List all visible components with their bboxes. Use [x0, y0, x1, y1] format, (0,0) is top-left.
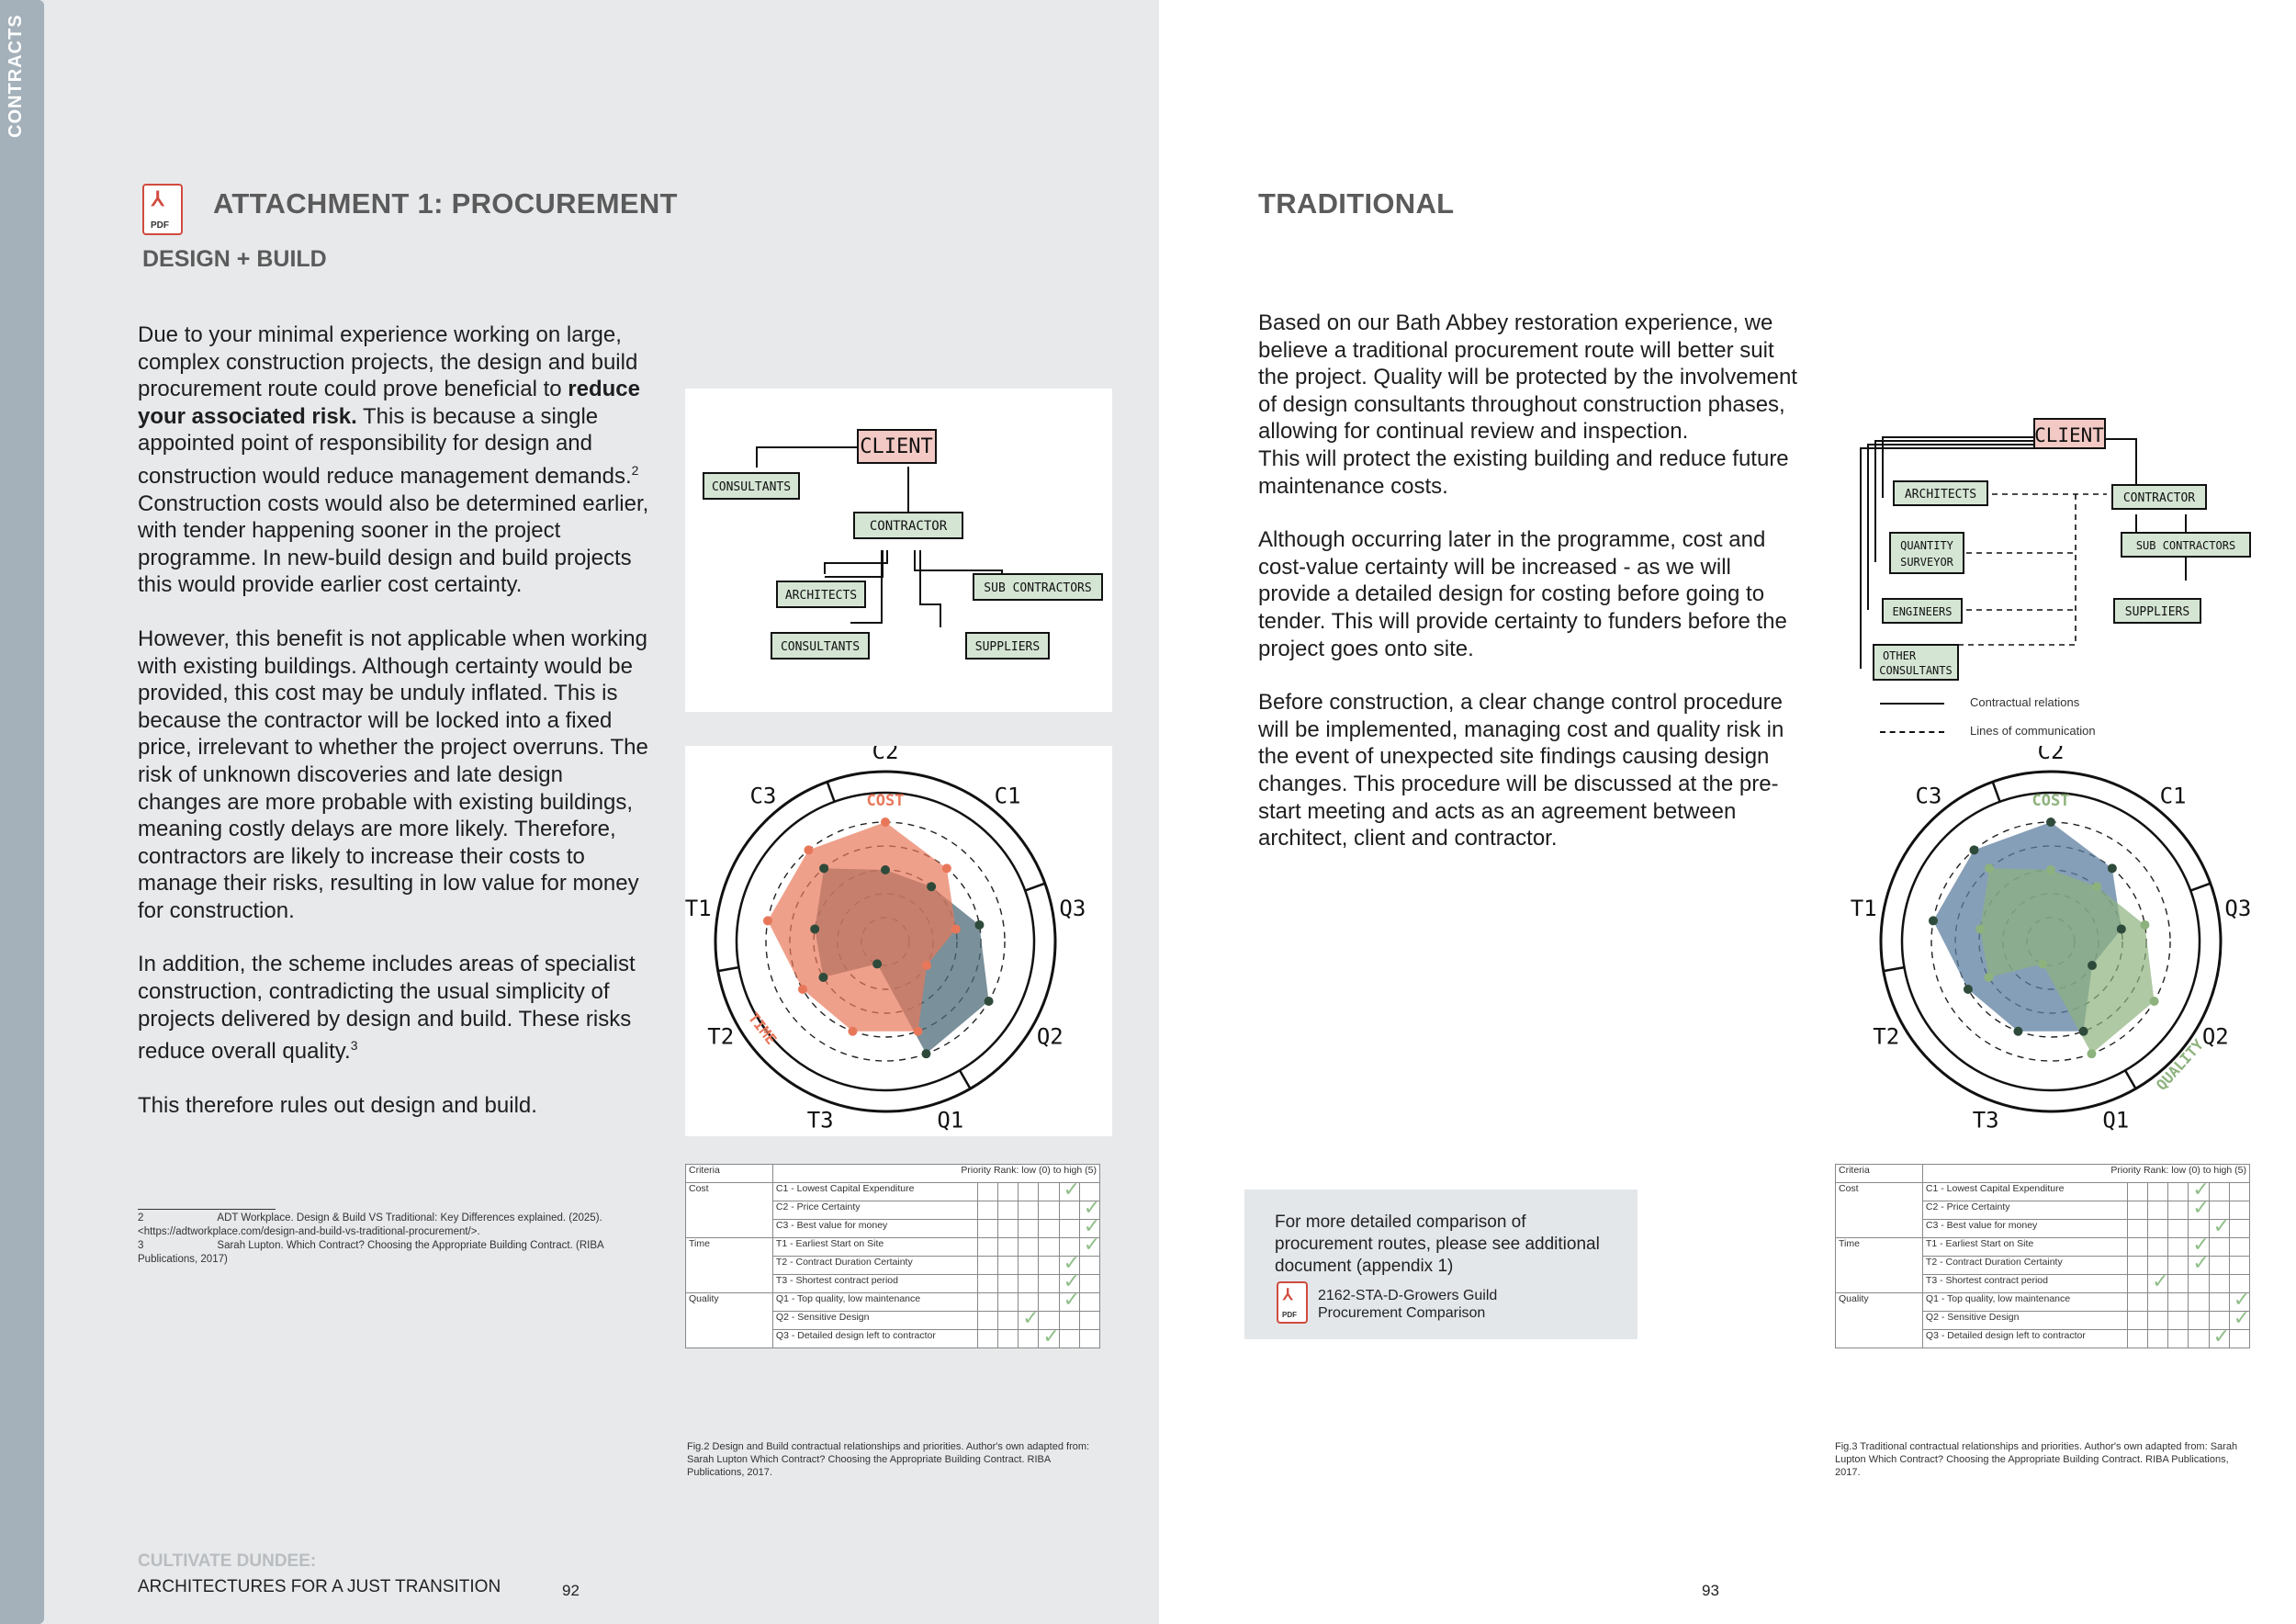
- axis-label: T2: [1873, 1023, 1900, 1050]
- series-secondary-point: [1929, 916, 1938, 925]
- traditional-title: TRADITIONAL: [1258, 187, 1455, 220]
- rank-cell: [1019, 1257, 1039, 1275]
- criteria-item: Q1 - Top quality, low maintenance: [772, 1293, 977, 1312]
- axis-label: C3: [1915, 783, 1942, 809]
- axis-label: Q2: [2201, 1023, 2229, 1050]
- axis-label: T2: [707, 1023, 735, 1050]
- check-icon: ✓: [2233, 1306, 2251, 1329]
- rank-cell: [1059, 1178, 1081, 1201]
- rank-cell: [2148, 1293, 2168, 1312]
- check-icon: ✓: [1022, 1306, 1040, 1329]
- axis-label: Q2: [1036, 1023, 1064, 1050]
- design-build-radar: [685, 746, 1112, 1136]
- footer-subtitle: ARCHITECTURES FOR A JUST TRANSITION: [138, 1577, 501, 1596]
- ring-divider: [2190, 884, 2211, 891]
- series-secondary-point: [2088, 961, 2097, 970]
- ring-divider: [718, 967, 739, 971]
- criteria-item: Q2 - Sensitive Design: [1922, 1312, 2127, 1330]
- check-icon: ✓: [2152, 1269, 2169, 1292]
- series-primary-point: [804, 845, 813, 854]
- criteria-item: C1 - Lowest Capital Expenditure: [1922, 1183, 2127, 1201]
- design-build-diagram: [685, 389, 1112, 712]
- para-existing-buildings: However, this benefit is not applicable when working with existing buildings. Although certainty would be provided, this cost may be unduly inflated. This is because the contractor will be locked into a fixed price, irrelevant to whether the project overruns. The risk of unknown discoveries and late design changes are more probable with existing buildings, meaning costly delays are more likely. Therefore, contractors are likely to increase their costs to manage their risks, resulting in low value for money for construction.: [138, 626, 648, 923]
- rank-cell: [1079, 1312, 1099, 1330]
- check-icon: ✓: [1042, 1325, 1060, 1348]
- suppliers-label: SUPPLIERS: [2124, 605, 2190, 619]
- series-primary-point: [914, 1027, 923, 1036]
- text-run: In addition, the scheme includes areas of specialist construction, contradicting the usual simplicity of projects delivered by design and build. These risks reduce overall quality.: [138, 952, 636, 1065]
- rank-cell: [1039, 1257, 1059, 1275]
- check-icon: ✓: [1083, 1214, 1101, 1237]
- table-header: [1836, 1165, 2250, 1183]
- legend-contractual: Contractual relations: [1970, 695, 2080, 709]
- rank-cell: [2189, 1251, 2210, 1275]
- right-body: [1258, 310, 1809, 852]
- page-number-right: 93: [1702, 1582, 1719, 1599]
- rank-cell: [1039, 1293, 1059, 1312]
- highlight-label: COST: [866, 792, 905, 810]
- rank-cell: [2168, 1183, 2189, 1201]
- rank-cell: [2168, 1238, 2189, 1257]
- axis-label: T1: [685, 896, 712, 922]
- rank-cell: [2148, 1269, 2169, 1293]
- axis-label: Q1: [2102, 1107, 2130, 1133]
- contractor-label: CONTRACTOR: [869, 519, 948, 534]
- series-secondary-point: [927, 882, 936, 891]
- appendix-note: [1244, 1190, 1638, 1339]
- rank-cell: [1039, 1325, 1060, 1348]
- criteria-item: T2 - Contract Duration Certainty: [1922, 1257, 2127, 1275]
- series-secondary-point: [872, 959, 882, 968]
- para-bath-abbey: Based on our Bath Abbey restoration experience, we believe a traditional procurement route will better suit the project. Quality will be protected by the involvement of design consultants throughout construction phases, allowing for continual review and inspection.: [1258, 310, 1797, 445]
- axis-label: C3: [749, 783, 777, 809]
- series-secondary-point: [810, 924, 819, 933]
- quantity-label: QUANTITY: [1900, 539, 1953, 552]
- series-primary-point: [922, 961, 931, 970]
- series-primary-point: [1984, 973, 1993, 982]
- highlight-label: COST: [2032, 792, 2070, 810]
- rank-cell: [977, 1275, 997, 1293]
- engineers-label: ENGINEERS: [1892, 605, 1953, 618]
- series-secondary-point: [1969, 845, 1978, 854]
- series-primary-point: [798, 985, 807, 994]
- suppliers-label: SUPPLIERS: [974, 640, 1041, 654]
- para-intro: [138, 321, 652, 599]
- rank-cell: [1039, 1275, 1059, 1293]
- rank-cell: [2189, 1275, 2209, 1293]
- criteria-item: C2 - Price Certainty: [772, 1201, 977, 1220]
- rank-cell: [2209, 1325, 2231, 1348]
- criteria-item: Q1 - Top quality, low maintenance: [1922, 1293, 2127, 1312]
- series-secondary-point: [2079, 1027, 2088, 1036]
- table-header: [686, 1165, 1100, 1183]
- rank-cell: [2127, 1183, 2147, 1201]
- rank-cell: [2209, 1293, 2229, 1312]
- axis-label: T3: [1972, 1107, 1999, 1133]
- side-tab[interactable]: [0, 0, 44, 1624]
- series-primary-point: [2046, 865, 2055, 874]
- rank-cell: [2229, 1183, 2249, 1201]
- rank-cell: [2127, 1201, 2147, 1220]
- footer-project: CULTIVATE DUNDEE:: [138, 1551, 317, 1571]
- rank-cell: [2127, 1312, 2147, 1330]
- table-row: [1836, 1183, 2250, 1201]
- consultants-label: CONSULTANTS: [711, 480, 792, 494]
- client-label: CLIENT: [860, 435, 933, 458]
- axis-label: C1: [2159, 783, 2187, 809]
- rank-cell: [977, 1183, 997, 1201]
- header-criteria: Criteria: [1836, 1165, 1923, 1183]
- para-protect: This will protect the existing building and reduce future maintenance costs.: [1258, 445, 1789, 499]
- pdf-icon[interactable]: ⅄ PDF: [1277, 1281, 1308, 1324]
- series-secondary-point: [2117, 924, 2126, 933]
- header-rank: Priority Rank: low (0) to high (5): [772, 1165, 1099, 1183]
- axis-label: C2: [2037, 746, 2065, 764]
- footnotes: [138, 1212, 634, 1267]
- footnote-text: Sarah Lupton. Which Contract? Choosing the Appropriate Building Contract. (RIBA Publications, 2017): [138, 1240, 604, 1265]
- criteria-item: Q3 - Detailed design left to contractor: [1922, 1330, 2127, 1348]
- criteria-item: Q3 - Detailed design left to contractor: [772, 1330, 977, 1348]
- criteria-item: C3 - Best value for money: [772, 1220, 977, 1238]
- check-icon: ✓: [2192, 1233, 2210, 1256]
- rank-cell: [1079, 1233, 1101, 1257]
- ring-divider: [827, 782, 835, 802]
- rank-cell: [1059, 1201, 1079, 1220]
- page-number-left: 92: [562, 1582, 580, 1599]
- rank-cell: [2209, 1275, 2229, 1293]
- rank-cell: [2209, 1183, 2229, 1201]
- rank-cell: [1039, 1220, 1059, 1238]
- client-label: CLIENT: [2034, 424, 2104, 446]
- criteria-item: Q2 - Sensitive Design: [772, 1312, 977, 1330]
- rank-cell: [977, 1293, 997, 1312]
- rank-cell: [1039, 1201, 1059, 1220]
- criteria-group: Time: [1836, 1238, 1923, 1293]
- rank-cell: [1019, 1220, 1039, 1238]
- check-icon: ✓: [1083, 1196, 1101, 1219]
- criteria-group: Quality: [686, 1293, 773, 1348]
- contractor-label: CONTRACTOR: [2122, 491, 2196, 505]
- table-row: [686, 1183, 1100, 1201]
- axis-label: C2: [872, 746, 899, 764]
- rank-cell: [977, 1220, 997, 1238]
- rank-cell: [1019, 1275, 1039, 1293]
- figure-caption: Fig.3 Traditional contractual relationships and priorities. Author's own adapted from: Sarah Lupton Which Contract? Choosing the Appropriate Building Contract. RIBA Publications, 2017.: [1835, 1441, 2238, 1478]
- rank-cell: [998, 1238, 1019, 1257]
- check-icon: ✓: [2212, 1325, 2231, 1348]
- acrobat-icon: ⅄: [152, 187, 164, 210]
- traditional-radar: [1837, 746, 2268, 1136]
- rank-cell: [2229, 1306, 2251, 1330]
- rank-cell: [1019, 1330, 1039, 1348]
- rank-cell: [1019, 1238, 1039, 1257]
- criteria-item: T2 - Contract Duration Certainty: [772, 1257, 977, 1275]
- footnote-ref: 3: [350, 1038, 358, 1054]
- criteria-table-right: [1835, 1164, 2250, 1348]
- rank-cell: [2229, 1238, 2249, 1257]
- check-icon: ✓: [1063, 1251, 1081, 1274]
- emphasis-text: reduce your associated risk.: [138, 377, 640, 429]
- rank-cell: [2127, 1257, 2147, 1275]
- criteria-item: T3 - Shortest contract period: [1922, 1275, 2127, 1293]
- rank-cell: [1079, 1330, 1099, 1348]
- rank-cell: [2189, 1293, 2209, 1312]
- other-label: OTHER: [1882, 649, 1917, 662]
- para-change-control: Before construction, a clear change control procedure will be implemented, managing cost and quality risk in the event of unexpected site findings causing design changes. This procedure will be discussed at the pre-start meeting and acts as an agreement between architect, client and contractor.: [1258, 690, 1784, 851]
- left-body: [138, 321, 652, 1119]
- check-icon: ✓: [1063, 1269, 1081, 1292]
- rank-cell: [2127, 1275, 2147, 1293]
- ring-divider: [1025, 884, 1045, 891]
- header-criteria: Criteria: [686, 1165, 773, 1183]
- rank-cell: [1079, 1275, 1099, 1293]
- rank-cell: [1059, 1220, 1079, 1238]
- axis-label: T3: [806, 1107, 834, 1133]
- sub-contractors-label: SUB CONTRACTORS: [984, 581, 1092, 595]
- rank-cell: [998, 1330, 1019, 1348]
- criteria-table-left: [685, 1164, 1100, 1348]
- series-primary-point: [1975, 924, 1985, 933]
- figure-caption: Fig.2 Design and Build contractual relationships and priorities. Author's own adapted from: Sarah Lupton Which Contract? Choosing the Appropriate Building Contract. RIBA Publications, 2017.: [687, 1441, 1090, 1478]
- criteria-group: Time: [686, 1238, 773, 1293]
- rank-cell: [2127, 1330, 2147, 1348]
- consultants2-label: CONSULTANTS: [780, 640, 861, 654]
- series-primary-point: [2150, 997, 2159, 1006]
- rank-cell: [1059, 1288, 1081, 1312]
- series-primary-point: [848, 1027, 857, 1036]
- legend-communication: Lines of communication: [1970, 724, 2096, 738]
- rank-cell: [2189, 1196, 2210, 1220]
- series-primary-point: [2140, 920, 2149, 930]
- rank-cell: [1019, 1201, 1039, 1220]
- traditional-diagram: [1855, 415, 2268, 691]
- check-icon: ✓: [2192, 1196, 2210, 1219]
- rank-cell: [2168, 1293, 2189, 1312]
- header-rank: Priority Rank: low (0) to high (5): [1922, 1165, 2249, 1183]
- series-secondary-point: [2046, 818, 2055, 827]
- surveyor-label: SURVEYOR: [1900, 556, 1953, 569]
- side-tab-label: CONTRACTS: [6, 14, 26, 138]
- criteria-item: C1 - Lowest Capital Expenditure: [772, 1183, 977, 1201]
- series-secondary-point: [974, 920, 984, 930]
- rank-cell: [2127, 1220, 2147, 1238]
- rank-cell: [1039, 1238, 1059, 1257]
- series-primary-point: [951, 924, 961, 933]
- series-primary-point: [1985, 863, 1994, 873]
- series-secondary-point: [881, 865, 890, 874]
- rank-cell: [1059, 1312, 1079, 1330]
- rank-cell: [977, 1201, 997, 1220]
- architects-label: ARCHITECTS: [1904, 488, 1977, 502]
- pdf-icon[interactable]: ⅄ PDF: [142, 184, 183, 235]
- rank-cell: [2148, 1183, 2168, 1201]
- table-row: [1836, 1238, 2250, 1257]
- axis-label: T1: [1850, 896, 1877, 922]
- check-icon: ✓: [1063, 1288, 1081, 1311]
- criteria-item: T3 - Shortest contract period: [772, 1275, 977, 1293]
- rank-cell: [1059, 1330, 1079, 1348]
- ring-divider: [1884, 967, 1905, 971]
- series-primary-point: [881, 818, 890, 827]
- page-title: ATTACHMENT 1: PROCUREMENT: [213, 187, 678, 220]
- rank-cell: [2148, 1312, 2168, 1330]
- axis-label: Q1: [937, 1107, 964, 1133]
- series-primary-point: [2087, 1049, 2096, 1058]
- rank-cell: [1039, 1183, 1059, 1201]
- rank-cell: [2148, 1220, 2168, 1238]
- rank-cell: [2168, 1257, 2189, 1275]
- ring-divider: [2125, 1070, 2136, 1088]
- rank-cell: [998, 1293, 1019, 1312]
- rank-cell: [2209, 1214, 2231, 1238]
- rank-cell: [2209, 1257, 2229, 1275]
- footnote-number: 3: [138, 1240, 144, 1251]
- criteria-group: Quality: [1836, 1293, 1923, 1348]
- rank-cell: [2189, 1312, 2209, 1330]
- footnote-rule: [138, 1209, 276, 1210]
- check-icon: ✓: [2192, 1178, 2210, 1201]
- rank-cell: [998, 1183, 1019, 1201]
- series-secondary-point: [985, 997, 994, 1006]
- sub-contractors-label: SUB CONTRACTORS: [2135, 539, 2236, 552]
- consultants-label: CONSULTANTS: [1879, 664, 1953, 677]
- series-primary-point: [763, 916, 772, 925]
- rank-cell: [1079, 1293, 1099, 1312]
- check-icon: ✓: [1063, 1178, 1081, 1201]
- rank-cell: [998, 1257, 1019, 1275]
- legend-dashed-line: [1880, 731, 1944, 733]
- table-row: [1836, 1293, 2250, 1312]
- text-run: Construction costs would also be determined earlier, with tender happening sooner in the project programme. In new-build design and build projects this would provide earlier cost certainty.: [138, 491, 649, 598]
- criteria-item: C3 - Best value for money: [1922, 1220, 2127, 1238]
- series-secondary-point: [921, 1049, 930, 1058]
- check-icon: ✓: [2212, 1214, 2231, 1237]
- ring-divider: [960, 1070, 971, 1088]
- series-primary-point: [2038, 959, 2047, 968]
- acrobat-icon: ⅄: [1283, 1286, 1293, 1303]
- axis-label: C1: [994, 783, 1021, 809]
- rank-cell: [2209, 1238, 2229, 1257]
- rank-cell: [2148, 1330, 2168, 1348]
- series-secondary-point: [2013, 1027, 2022, 1036]
- section-subtitle: DESIGN + BUILD: [142, 246, 327, 272]
- appendix-note-text: For more detailed comparison of procurement routes, please see additional document (appendix 1): [1275, 1212, 1600, 1276]
- rank-cell: [2148, 1201, 2168, 1220]
- table-row: [686, 1238, 1100, 1257]
- legend-solid-line: [1880, 703, 1944, 705]
- series-secondary-point: [818, 973, 827, 982]
- rank-cell: [977, 1330, 997, 1348]
- footnote-number: 2: [138, 1212, 144, 1224]
- rank-cell: [2127, 1238, 2147, 1257]
- rank-cell: [2168, 1220, 2189, 1238]
- rank-cell: [998, 1201, 1019, 1220]
- criteria-group: Cost: [1836, 1183, 1923, 1238]
- rank-cell: [977, 1257, 997, 1275]
- rank-cell: [1019, 1183, 1039, 1201]
- check-icon: ✓: [2233, 1288, 2251, 1311]
- rank-cell: [998, 1275, 1019, 1293]
- rank-cell: [2168, 1330, 2189, 1348]
- criteria-item: T1 - Earliest Start on Site: [1922, 1238, 2127, 1257]
- rank-cell: [2127, 1293, 2147, 1312]
- rank-cell: [2229, 1330, 2249, 1348]
- rank-cell: [998, 1312, 1019, 1330]
- appendix-file-link[interactable]: 2162-STA-D-Growers Guild Procurement Comparison: [1318, 1288, 1498, 1321]
- criteria-item: C2 - Price Certainty: [1922, 1201, 2127, 1220]
- check-icon: ✓: [1083, 1233, 1101, 1256]
- highlight-label: QUALITY: [2152, 1035, 2208, 1094]
- rank-cell: [2168, 1201, 2189, 1220]
- ring-divider: [1993, 782, 2000, 802]
- highlight-label: TIME: [744, 1009, 781, 1048]
- series-primary-point: [2092, 882, 2101, 891]
- text-run: Due to your minimal experience working on large, complex construction projects, the design and build procurement route could prove beneficial to: [138, 322, 638, 402]
- para-specialist: [138, 951, 652, 1065]
- series-secondary-point: [2108, 863, 2117, 873]
- criteria-group: Cost: [686, 1183, 773, 1238]
- axis-label: Q3: [2224, 896, 2252, 922]
- rank-cell: [2168, 1312, 2189, 1330]
- rank-cell: [1079, 1257, 1099, 1275]
- architects-label: ARCHITECTS: [784, 589, 858, 603]
- rank-cell: [2229, 1257, 2249, 1275]
- rank-cell: [2229, 1201, 2249, 1220]
- para-cost-certainty: Although occurring later in the programme, cost and cost-value certainty will be increased - as we will provide a detailed design for costing before going to tender. This will provide certainty to funders before the project goes onto site.: [1258, 527, 1787, 661]
- check-icon: ✓: [2192, 1251, 2210, 1274]
- footnote-ref: 2: [631, 462, 639, 478]
- series-secondary-point: [819, 863, 828, 873]
- criteria-item: T1 - Earliest Start on Site: [772, 1238, 977, 1257]
- rank-cell: [998, 1220, 1019, 1238]
- text-run: This is because a single appointed point of responsibility for design and construction would reduce management demands.: [138, 403, 632, 489]
- rank-cell: [977, 1238, 997, 1257]
- rank-cell: [1019, 1306, 1040, 1330]
- rank-cell: [2229, 1220, 2249, 1238]
- axis-label: Q3: [1059, 896, 1086, 922]
- footnote-text: ADT Workplace. Design & Build VS Traditional: Key Differences explained. (2025). <https://adtworkplace.com/design-and-build-vs-traditional-procurement/>.: [138, 1212, 602, 1237]
- rank-cell: [977, 1312, 997, 1330]
- para-conclusion: This therefore rules out design and build.: [138, 1092, 537, 1118]
- rank-cell: [2168, 1275, 2189, 1293]
- rank-cell: [2148, 1238, 2168, 1257]
- rank-cell: [2189, 1330, 2209, 1348]
- series-primary-point: [942, 863, 951, 873]
- series-secondary-point: [1964, 985, 1973, 994]
